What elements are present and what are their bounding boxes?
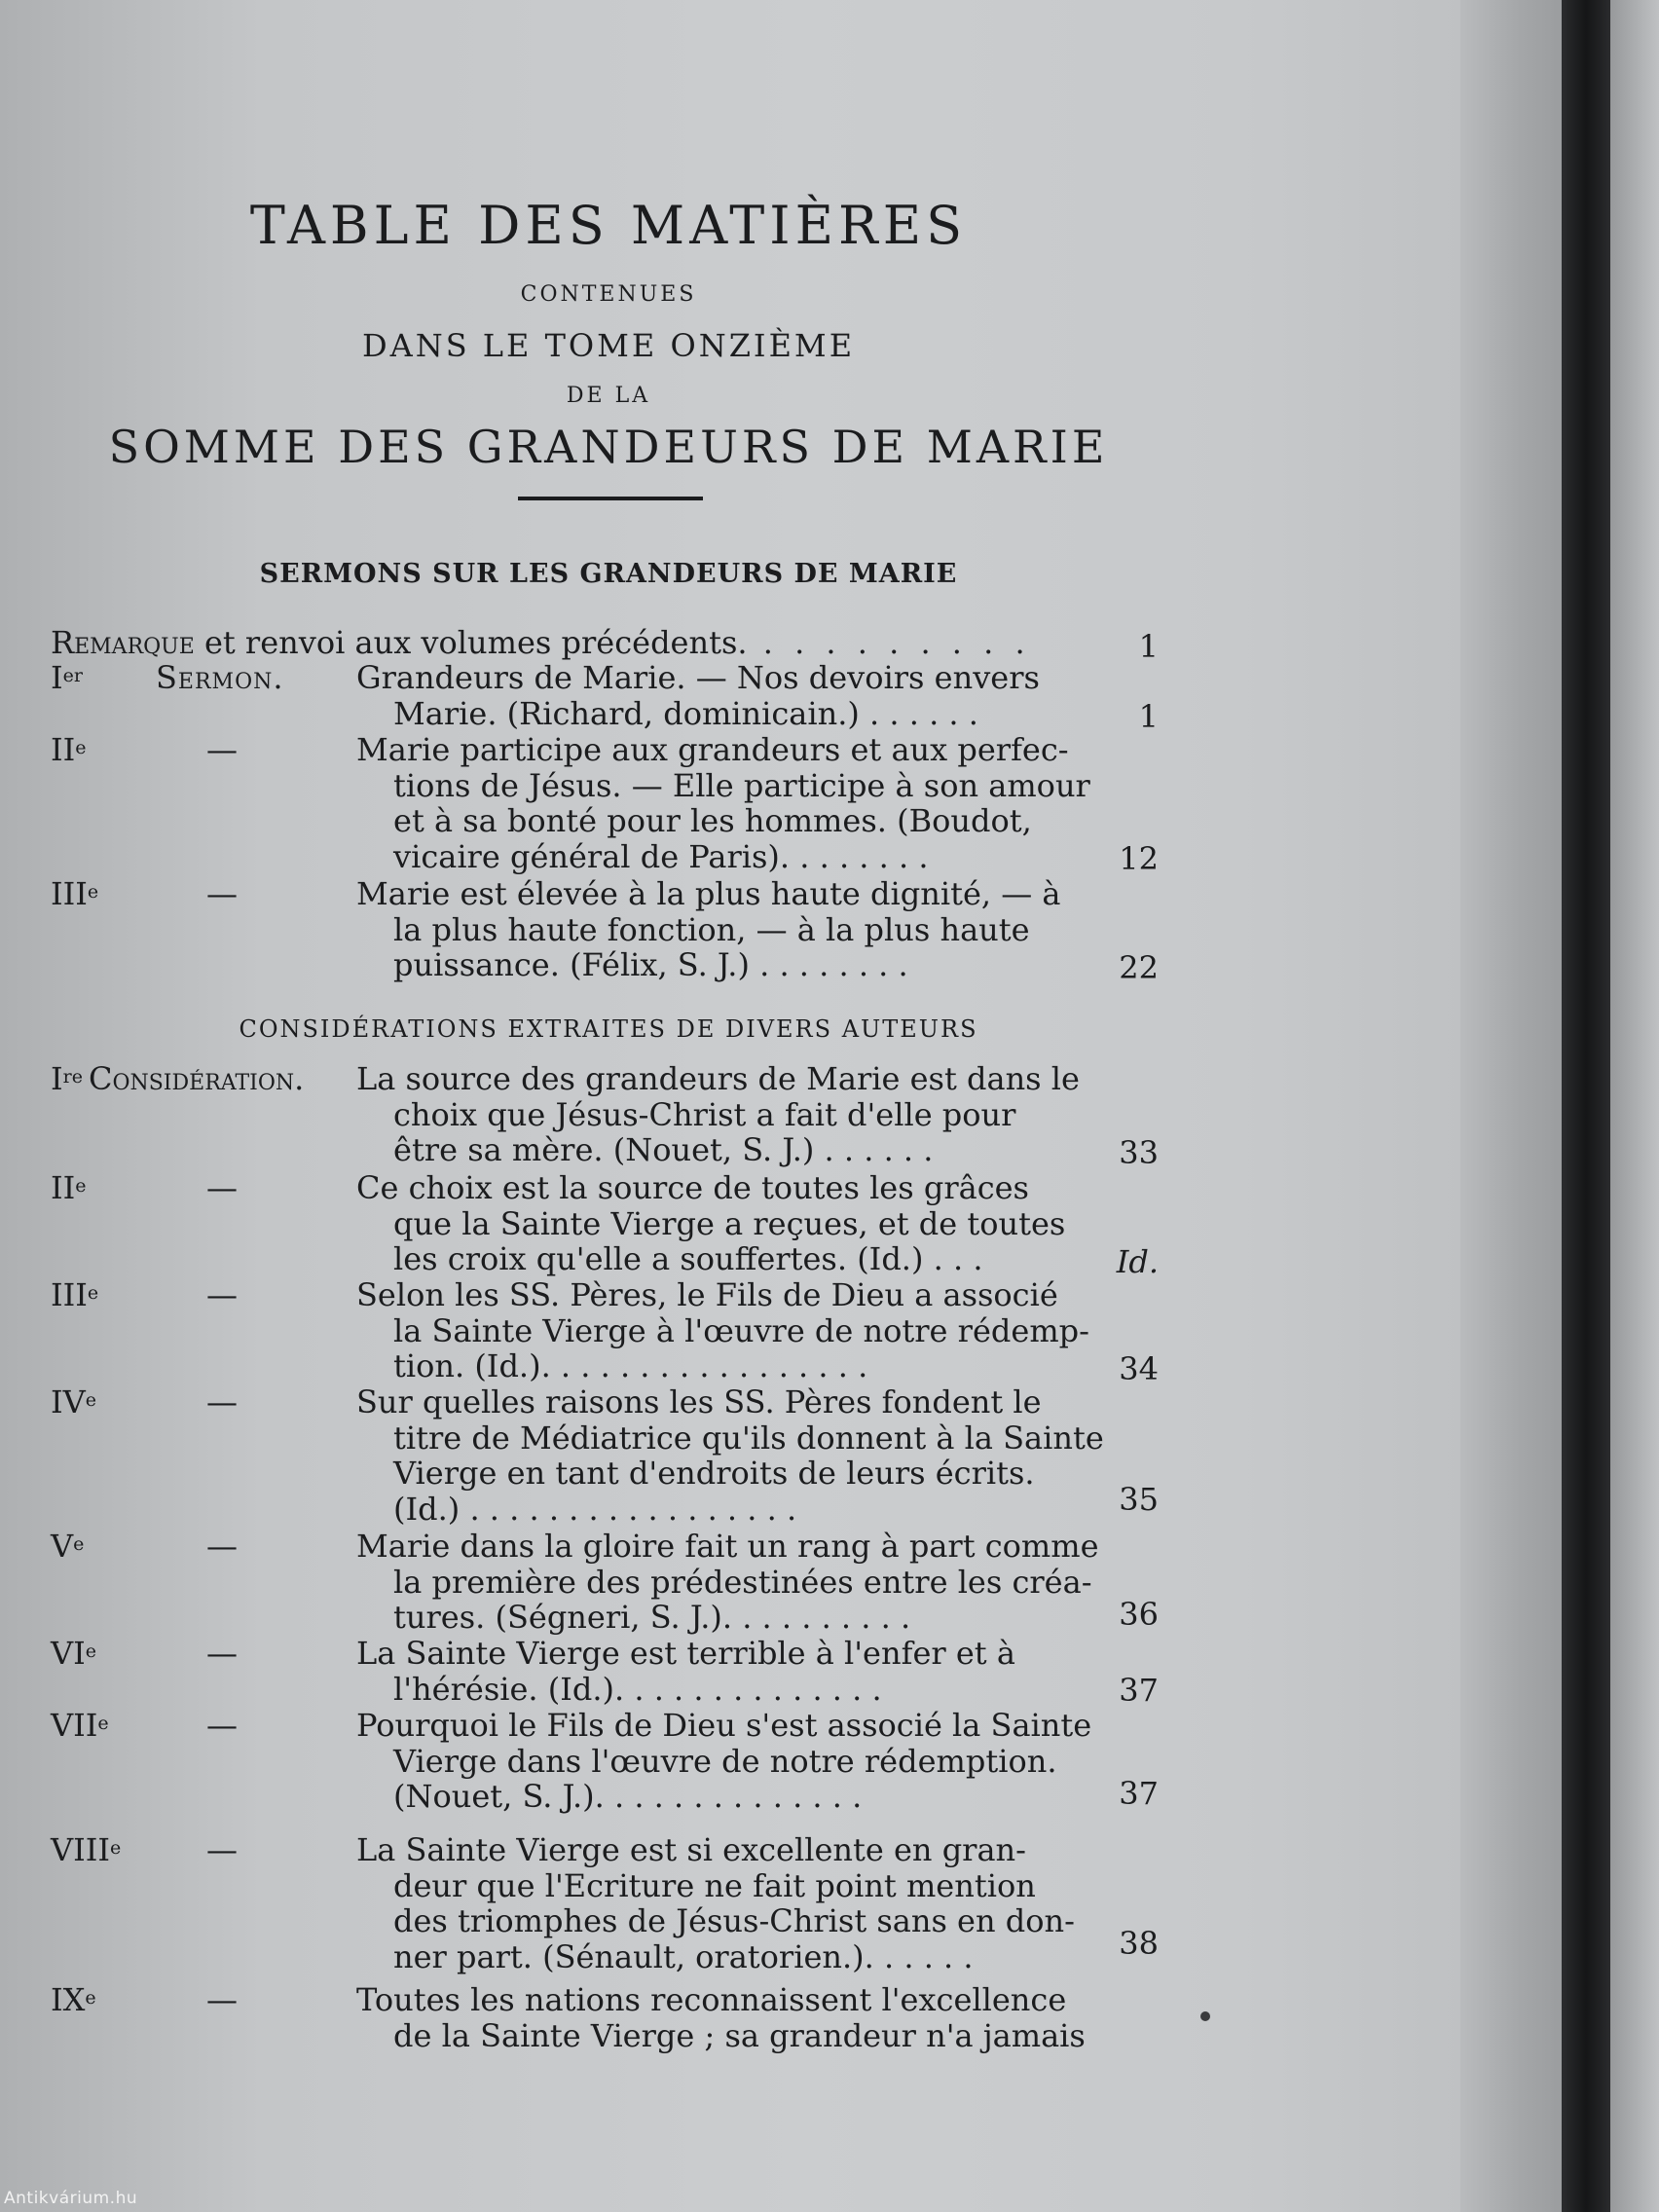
toc-page-number: 1 (1138, 628, 1159, 665)
entry-line: et à sa bonté pour les hommes. (Boudot, (393, 802, 1032, 839)
entry-line: (Id.) . . . . . . . . . . . . . . . . . (393, 1490, 797, 1528)
entry-dash: — (206, 1276, 238, 1313)
entry-dash: — (206, 1707, 238, 1744)
entry-number: III (51, 1276, 88, 1313)
page-gutter (1460, 0, 1562, 2212)
toc-page-number: 38 (1119, 1925, 1159, 1962)
entry-line: Ce choix est la source de toutes les grâces (356, 1169, 1029, 1206)
entry-line: Toutes les nations reconnaissent l'excellence (356, 1981, 1067, 2018)
entry-dash: — (206, 875, 238, 912)
entry-line: Grandeurs de Marie. — Nos devoirs envers (356, 659, 1040, 696)
entry-number: II (51, 1169, 76, 1206)
section-heading-considerations: CONSIDÉRATIONS EXTRAITES DE DIVERS AUTEURS (239, 1015, 978, 1043)
remarque-text: et renvoi aux volumes précédents. (194, 624, 748, 661)
entry-line: La Sainte Vierge est terrible à l'enfer et à (356, 1635, 1015, 1672)
entry-number: IX (51, 1981, 86, 2018)
toc-page-number: 12 (1119, 840, 1159, 877)
remarque-leaders: . . . . . . . . . (747, 624, 1031, 661)
entry-suffix: e (110, 1837, 122, 1859)
entry-number: III (51, 875, 88, 912)
entry-line: Marie dans la gloire fait un rang à part comme (356, 1528, 1099, 1565)
entry-dash: — (206, 731, 238, 768)
entry-dash: — (206, 1383, 238, 1420)
entry-line: tions de Jésus. — Elle participe à son amour (393, 766, 1090, 804)
entry-suffix: e (87, 881, 99, 903)
entry-line: la Sainte Vierge à l'œuvre de notre rédemp- (393, 1311, 1089, 1349)
title-rule (518, 497, 703, 500)
entry-line: tures. (Ségneri, S. J.). . . . . . . . . . (393, 1599, 911, 1636)
toc-page-number: 1 (1138, 698, 1159, 735)
entry-line: la plus haute fonction, — à la plus haute (393, 910, 1030, 948)
entry-number: V (51, 1528, 74, 1565)
toc-page-number: Id. (1116, 1243, 1159, 1280)
remarque-label: Remarque (51, 624, 195, 661)
entry-line: deur que l'Ecriture ne fait point mention (393, 1866, 1036, 1904)
entry-suffix: e (85, 1641, 96, 1662)
entry-suffix: e (75, 737, 87, 758)
entry-line: vicaire général de Paris). . . . . . . . (393, 837, 929, 875)
entry-suffix: e (87, 1282, 99, 1304)
subtitle-contenues: CONTENUES (520, 282, 697, 307)
entry-line: des triomphes de Jésus-Christ sans en don- (393, 1902, 1075, 1939)
subtitle-de-la: DE LA (566, 384, 651, 408)
entry-dash: — (206, 1981, 238, 2018)
subtitle-somme: SOMME DES GRANDEURS DE MARIE (108, 421, 1109, 473)
page-title: TABLE DES MATIÈRES (249, 195, 968, 256)
watermark-text: Antikvárium.hu (4, 2189, 138, 2208)
entry-dash: — (206, 1169, 238, 1206)
entry-line: que la Sainte Vierge a reçues, et de toutes (393, 1204, 1066, 1242)
background-edge (1610, 0, 1659, 2212)
entry-line: Marie participe aux grandeurs et aux perfec- (356, 731, 1069, 768)
entry-line: l'hérésie. (Id.). . . . . . . . . . . . . . (393, 1670, 882, 1708)
entry-line: Pourquoi le Fils de Dieu s'est associé la Sainte (356, 1707, 1092, 1744)
entry-label: Considération. (88, 1060, 305, 1097)
entry-suffix: re (62, 1066, 83, 1088)
entry-line: la première des prédestinées entre les créa- (393, 1563, 1092, 1601)
entry-number: I (51, 1060, 63, 1097)
toc-page-number: 22 (1119, 949, 1159, 986)
entry-line: puissance. (Félix, S. J.) . . . . . . . . (393, 946, 908, 983)
entry-line: titre de Médiatrice qu'ils donnent à la Sainte (393, 1419, 1104, 1456)
entry-number: VIII (51, 1831, 111, 1868)
entry-number: I (51, 659, 63, 696)
entry-line: tion. (Id.). . . . . . . . . . . . . . . . . (393, 1347, 868, 1384)
entry-dash: — (206, 1528, 238, 1565)
entry-line: Vierge en tant d'endroits de leurs écrits. (393, 1455, 1035, 1492)
toc-page-number: 37 (1119, 1775, 1159, 1812)
entry-line: Selon les SS. Pères, le Fils de Dieu a associé (356, 1276, 1058, 1313)
entry-dash: — (206, 1831, 238, 1868)
entry-suffix: e (75, 1175, 87, 1197)
entry-number: IV (51, 1383, 86, 1420)
entry-line: ner part. (Sénault, oratorien.). . . . . . (393, 1937, 974, 1975)
entry-line: Sur quelles raisons les SS. Pères fondent le (356, 1383, 1042, 1420)
entry-suffix: e (85, 1987, 96, 2009)
entry-line: La source des grandeurs de Marie est dans le (356, 1060, 1080, 1097)
paper-speck (1200, 2011, 1210, 2021)
entry-suffix: e (73, 1533, 85, 1555)
entry-line: de la Sainte Vierge ; sa grandeur n'a jamais (393, 2016, 1086, 2054)
entry-label: Sermon. (156, 659, 284, 696)
entry-line: les croix qu'elle a souffertes. (Id.) . . . (393, 1240, 983, 1277)
entry-line: choix que Jésus-Christ a fait d'elle pour (393, 1095, 1016, 1133)
section-heading-sermons: SERMONS SUR LES GRANDEURS DE MARIE (259, 559, 958, 589)
entry-number: VII (51, 1707, 98, 1744)
entry-line: (Nouet, S. J.). . . . . . . . . . . . . . (393, 1778, 863, 1815)
entry-line: être sa mère. (Nouet, S. J.) . . . . . . (393, 1131, 934, 1168)
toc-page-number: 34 (1119, 1350, 1159, 1387)
book-spine (1562, 0, 1610, 2212)
toc-page-number: 35 (1119, 1481, 1159, 1518)
entry-suffix: er (62, 665, 83, 686)
entry-line: Marie. (Richard, dominicain.) . . . . . . (393, 694, 978, 732)
entry-line: Marie est élevée à la plus haute dignité, — à (356, 875, 1061, 912)
entry-suffix: e (85, 1389, 96, 1411)
toc-page-number: 36 (1119, 1596, 1159, 1633)
entry-dash: — (206, 1635, 238, 1672)
toc-page-number: 37 (1119, 1672, 1159, 1709)
entry-number: VI (51, 1635, 86, 1672)
subtitle-tome: DANS LE TOME ONZIÈME (361, 327, 856, 364)
toc-page-number: 33 (1119, 1134, 1159, 1171)
entry-number: II (51, 731, 76, 768)
entry-line: Vierge dans l'œuvre de notre rédemption. (393, 1742, 1057, 1780)
entry-suffix: e (97, 1713, 109, 1734)
entry-line: La Sainte Vierge est si excellente en gran- (356, 1831, 1026, 1868)
